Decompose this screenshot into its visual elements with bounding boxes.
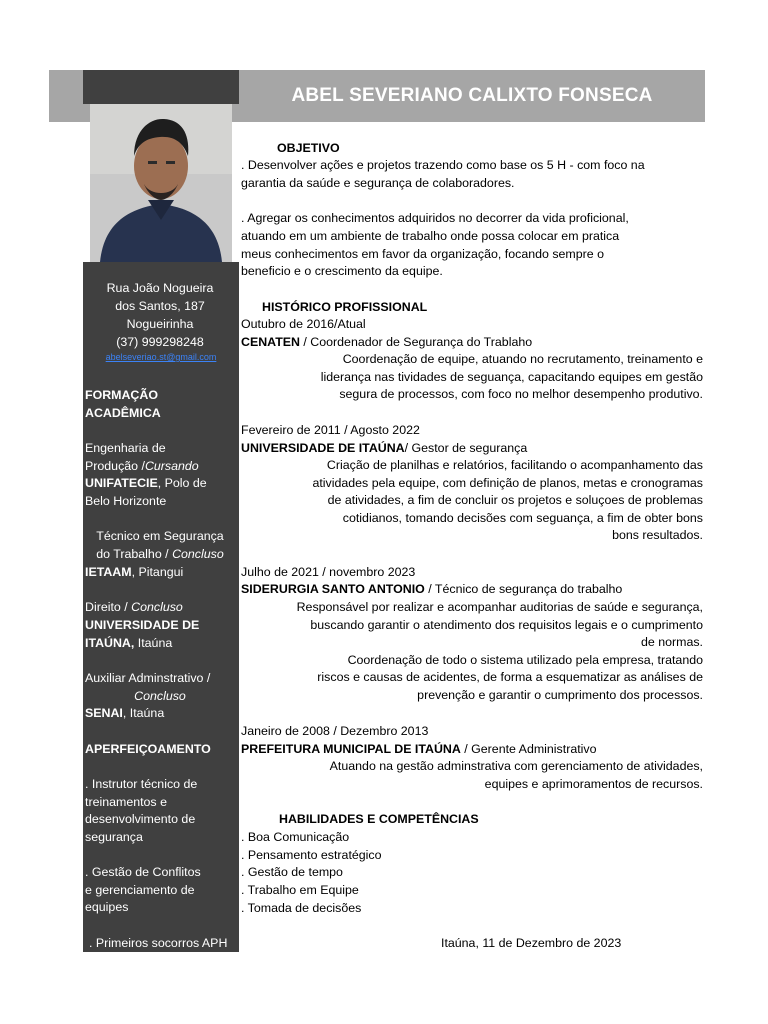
skill-item: . Tomada de decisões	[241, 901, 362, 915]
place-date: Itaúna, 11 de Dezembro de 2023	[441, 936, 622, 950]
aperfeicoamento-title: APERFEIÇOAMENTO	[85, 742, 211, 756]
job-period: Outubro de 2016/Atual	[241, 317, 366, 331]
objetivo-text: beneficio e o crescimento da equipe.	[241, 264, 443, 278]
address-line: dos Santos, 187	[115, 299, 205, 313]
profile-photo	[90, 104, 232, 262]
skill-item: . Trabalho em Equipe	[241, 883, 359, 897]
edu-entry	[85, 705, 235, 723]
job-company: CENATEN	[241, 335, 300, 349]
edu-entry	[85, 475, 235, 493]
edu-entry	[85, 564, 235, 582]
skill-item: . Pensamento estratégico	[241, 848, 382, 862]
job-role: / Gestor de segurança	[404, 441, 528, 455]
edu-course: Engenharia de	[85, 441, 166, 455]
header-dark-block	[83, 70, 239, 104]
edu-status: Concluso	[131, 600, 183, 614]
objetivo-text: . Agregar os conhecimentos adquiridos no decorrer da vida proficional,	[241, 211, 629, 225]
edu-entry	[85, 599, 235, 617]
job-description: Responsável por realizar e acompanhar auditorias de saúde e segurança, buscando garantir o atendimento dos requisitos legais e o cumprimento de normas. Coordenação de todo o sistema utilizado pela empresa, tratando riscos e causas de acidentes, de forma a esquematizar as análises de prevenção e garantir o cumprimento dos processos.	[296, 600, 703, 702]
address-line: Rua João Nogueira	[106, 281, 214, 295]
edu-status: Concluso	[134, 689, 186, 703]
edu-institution: UNIFATECIE	[85, 476, 158, 490]
job-role: / Gerente Administrativo	[460, 742, 597, 756]
edu-place: Itaúna	[137, 636, 173, 650]
edu-course: Produção /	[85, 459, 145, 473]
sidebar	[83, 262, 239, 952]
aperfeicoamento-item: . Instrutor técnico de treinamentos e desenvolvimento de segurança	[85, 777, 198, 844]
job-header	[241, 581, 622, 599]
job-role: / Coordenador de Segurança do Trablaho	[299, 335, 533, 349]
objetivo-text: . Desenvolver ações e projetos trazendo como base os 5 H - com foco na	[241, 158, 645, 172]
historico-title: HISTÓRICO PROFISSIONAL	[262, 300, 428, 314]
objetivo-text: atuando em um ambiente de trabalho onde possa colocar em pratica	[241, 229, 620, 243]
person-photo-icon	[90, 104, 232, 262]
edu-entry	[85, 635, 235, 653]
edu-institution: SENAI	[85, 706, 123, 720]
aperfeicoamento-item: . Gestão de Conflitos e gerenciamento de equipes	[85, 865, 201, 915]
job-header	[241, 334, 532, 352]
job-company: PREFEITURA MUNICIPAL DE ITAÚNA	[241, 742, 461, 756]
objetivo-text: garantia da saúde e segurança de colaboradores.	[241, 176, 515, 190]
edu-entry	[85, 458, 235, 476]
edu-institution: UNIVERSIDADE DE	[85, 618, 200, 632]
edu-status: Cursando	[144, 459, 199, 473]
job-period: Fevereiro de 2011 / Agosto 2022	[241, 423, 420, 437]
edu-course: Auxiliar Adminstrativo /	[85, 671, 211, 685]
edu-course: Técnico em Segurança	[96, 529, 224, 543]
edu-place: Belo Horizonte	[85, 494, 167, 508]
formacao-title: FORMAÇÃO	[85, 388, 158, 402]
job-header	[241, 741, 597, 759]
job-description: Coordenação de equipe, atuando no recrutamento, treinamento e liderança nas tividades de seguança, capacitando equipes em gestão segura de processos, com foco no melhor desempenho produtivo.	[320, 352, 703, 402]
edu-status: Concluso	[172, 547, 224, 561]
edu-place: , Polo de	[157, 476, 207, 490]
job-header	[241, 440, 527, 458]
edu-entry	[85, 546, 235, 564]
job-period: Janeiro de 2008 / Dezembro 2013	[241, 724, 429, 738]
edu-course: Direito /	[85, 600, 128, 614]
job-period: Julho de 2021 / novembro 2023	[241, 565, 416, 579]
objetivo-text: meus conhecimentos em favor da organização, focando sempre o	[241, 247, 604, 261]
formacao-title: ACADÊMICA	[85, 406, 161, 420]
edu-institution: IETAAM	[85, 565, 132, 579]
skill-item: . Gestão de tempo	[241, 865, 343, 879]
edu-course: do Trabalho /	[96, 547, 169, 561]
habilidades-title: HABILIDADES E COMPETÊNCIAS	[279, 812, 479, 826]
job-description: Atuando na gestão adminstrativa com gerenciamento de atividades, equipes e aprimoramentos de recursos.	[329, 759, 703, 791]
email-link[interactable]: abelseveriao.st@gmail.com	[105, 352, 217, 362]
phone-number: (37) 999298248	[116, 335, 204, 349]
job-description: Criação de planilhas e relatórios, facilitando o acompanhamento das atividades pela equipe, com definição de planos, metas e cronogramas de atividades, a fim de concluir os projetos e soluçoes de problemas cotidianos, tomando decisões com seguança, a fim de obter bons bons resultados.	[312, 458, 703, 543]
job-company: SIDERURGIA SANTO ANTONIO	[241, 582, 425, 596]
aperfeicoamento-item: . Primeiros socorros APH	[89, 936, 228, 950]
edu-place: , Pitangui	[131, 565, 184, 579]
job-role: / Técnico de segurança do trabalho	[424, 582, 623, 596]
edu-institution: ITAÚNA,	[85, 636, 135, 650]
job-company: UNIVERSIDADE DE ITAÚNA	[241, 441, 405, 455]
skill-item: . Boa Comunicação	[241, 830, 350, 844]
edu-place: , Itaúna	[122, 706, 165, 720]
address-line: Nogueirinha	[126, 317, 194, 331]
objetivo-title: OBJETIVO	[277, 141, 340, 155]
candidate-name: ABEL SEVERIANO CALIXTO FONSECA	[291, 85, 653, 106]
